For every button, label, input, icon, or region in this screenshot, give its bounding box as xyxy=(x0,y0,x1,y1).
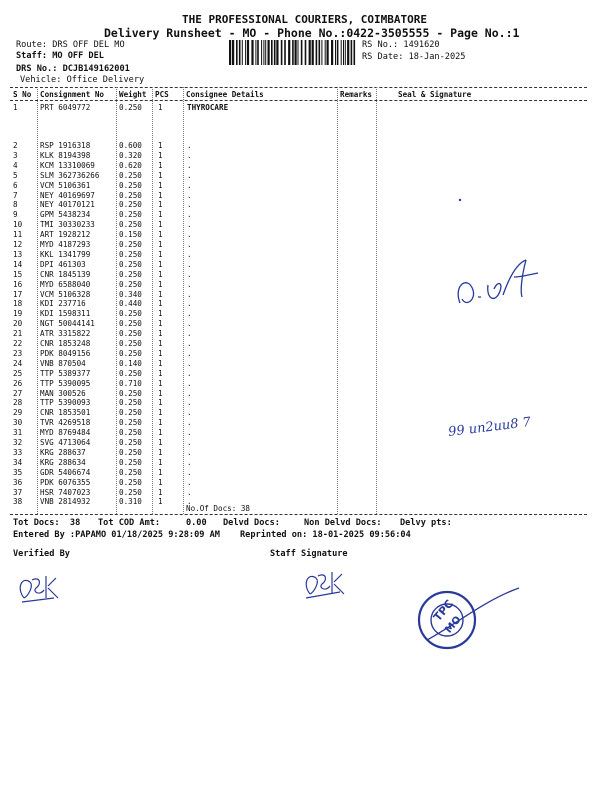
barcode-bar xyxy=(281,40,283,65)
cell-consignee: . xyxy=(187,467,192,477)
cell-pcs: 1 xyxy=(158,457,163,467)
cell-cons: MYD 4187293 xyxy=(40,240,91,249)
col-header-seal: Seal & Signature xyxy=(398,90,472,99)
cell-cons: SVG 4713064 xyxy=(40,438,91,447)
cell-wt: 0.620 xyxy=(119,160,142,170)
barcode-bar xyxy=(265,40,266,65)
cell-sno: 12 xyxy=(13,240,23,249)
cell-wt: 0.710 xyxy=(119,378,142,388)
cell-cons: CNR 1853501 xyxy=(40,408,91,418)
cell-wt: 0.250 xyxy=(119,240,142,249)
ink-dot xyxy=(454,194,466,206)
cell-consignee: . xyxy=(187,220,192,230)
cell-consignee: . xyxy=(187,477,192,487)
col-sep xyxy=(37,87,38,514)
col-header-sno: S No xyxy=(13,90,32,99)
cell-sno: 8 xyxy=(13,200,18,210)
cell-consignee: . xyxy=(187,289,192,299)
cell-wt: 0.250 xyxy=(119,418,142,428)
verified-by-label: Verified By xyxy=(13,549,70,559)
cell-consignee: . xyxy=(187,299,192,309)
cell-consignee: . xyxy=(187,339,192,348)
barcode-bar xyxy=(335,40,336,65)
barcode-bar xyxy=(354,40,356,65)
cell-sno: 37 xyxy=(13,487,23,497)
no-of-docs: No.Of Docs: 38 xyxy=(186,504,251,513)
barcode-bar xyxy=(255,40,256,65)
col-header-weight: Weight xyxy=(119,90,147,99)
col-sep xyxy=(337,87,338,514)
handwritten-signature xyxy=(448,255,548,315)
cell-wt: 0.250 xyxy=(119,329,142,339)
drs-number: DRS No.: DCJB149162001 xyxy=(16,64,130,74)
col-header-consignee: Consignee Details xyxy=(186,90,264,99)
cell-pcs: 1 xyxy=(158,259,163,269)
barcode-bar xyxy=(295,40,297,65)
cell-pcs: 1 xyxy=(158,190,163,200)
cell-wt: 0.250 xyxy=(119,103,142,112)
cell-wt: 0.250 xyxy=(119,220,142,230)
tot-docs: Tot Docs: 38 xyxy=(13,518,81,528)
cell-cons: KRG 288637 xyxy=(40,447,86,457)
barcode-bar xyxy=(284,40,286,65)
cell-pcs: 1 xyxy=(158,388,163,398)
cell-pcs: 1 xyxy=(158,368,163,378)
col-sep xyxy=(183,87,184,514)
barcode-bar xyxy=(325,40,326,65)
barcode xyxy=(229,40,357,65)
cell-consignee: . xyxy=(187,200,192,210)
barcode-bar xyxy=(242,40,243,65)
cell-cons: VNB 2814932 xyxy=(40,497,91,507)
cell-pcs: 1 xyxy=(158,378,163,388)
cell-wt: 0.250 xyxy=(119,269,142,279)
cell-cons: GPM 5438234 xyxy=(40,210,91,220)
svg-text:MO: MO xyxy=(443,614,464,636)
cell-sno: 5 xyxy=(13,170,18,180)
table-header-rule xyxy=(10,100,587,101)
cell-wt: 0.250 xyxy=(119,339,142,348)
cell-sno: 13 xyxy=(13,249,23,259)
cell-cons: PRT 6049772 xyxy=(40,103,91,112)
cell-sno: 24 xyxy=(13,358,23,368)
cell-cons: KRG 288634 xyxy=(40,457,86,467)
cell-consignee: . xyxy=(187,150,192,160)
cell-cons: KKL 1341799 xyxy=(40,249,91,259)
cell-consignee: . xyxy=(187,249,192,259)
runsheet-subtitle: Delivery Runsheet - MO - Phone No.:0422-3505555 - Page No.:1 xyxy=(104,26,520,40)
col-sep xyxy=(152,87,153,514)
cell-sno: 25 xyxy=(13,368,23,378)
cell-wt: 0.250 xyxy=(119,180,142,190)
barcode-bar xyxy=(305,40,307,65)
cell-pcs: 1 xyxy=(158,230,163,240)
cell-cons: TVR 4269518 xyxy=(40,418,91,428)
cell-wt: 0.250 xyxy=(119,438,142,447)
cell-pcs: 1 xyxy=(158,329,163,339)
cell-pcs: 1 xyxy=(158,269,163,279)
staff-label: Staff: MO OFF DEL xyxy=(16,51,104,61)
barcode-bar xyxy=(341,40,342,65)
cell-cons: KCM 13310069 xyxy=(40,160,95,170)
cell-pcs: 1 xyxy=(158,408,163,418)
cell-wt: 0.250 xyxy=(119,467,142,477)
cell-wt: 0.310 xyxy=(119,497,142,507)
rs-number: RS No.: 1491620 xyxy=(362,40,440,50)
cell-cons: MYD 6588040 xyxy=(40,279,91,289)
cell-wt: 0.250 xyxy=(119,200,142,210)
cell-sno: 28 xyxy=(13,398,23,408)
cell-pcs: 1 xyxy=(158,141,163,150)
cell-sno: 14 xyxy=(13,259,23,269)
cell-sno: 6 xyxy=(13,180,18,190)
cell-pcs: 1 xyxy=(158,438,163,447)
cell-consignee: . xyxy=(187,279,192,289)
cell-consignee: . xyxy=(187,408,192,418)
cell-consignee: . xyxy=(187,438,192,447)
barcode-bar xyxy=(337,40,339,65)
cell-cons: NGT 50044141 xyxy=(40,319,95,329)
cell-consignee: . xyxy=(187,141,192,150)
barcode-bar xyxy=(239,40,241,65)
barcode-bar xyxy=(331,40,333,65)
cell-sno: 26 xyxy=(13,378,23,388)
barcode-bar xyxy=(321,40,322,65)
cell-consignee: THYROCARE xyxy=(187,103,229,112)
entered-by: Entered By :PAPAMO 01/18/2025 9:28:09 AM xyxy=(13,530,220,540)
barcode-bar xyxy=(316,40,318,65)
cell-sno: 31 xyxy=(13,428,23,438)
cell-cons: HSR 7407023 xyxy=(40,487,91,497)
cell-pcs: 1 xyxy=(158,220,163,230)
barcode-bar xyxy=(292,40,294,65)
cell-wt: 0.340 xyxy=(119,289,142,299)
cell-sno: 23 xyxy=(13,348,23,358)
barcode-bar xyxy=(327,40,329,65)
cell-wt: 0.250 xyxy=(119,319,142,329)
cell-sno: 27 xyxy=(13,388,23,398)
barcode-bar xyxy=(257,40,259,65)
staff-signature-label: Staff Signature xyxy=(270,549,348,559)
cell-consignee: . xyxy=(187,269,192,279)
cell-pcs: 1 xyxy=(158,428,163,438)
cell-cons: MYD 8769484 xyxy=(40,428,91,438)
reprinted-on: Reprinted on: 18-01-2025 09:56:04 xyxy=(240,530,411,540)
non-delvd-docs: Non Delvd Docs: xyxy=(304,518,382,528)
cell-cons: DPI 461303 xyxy=(40,259,86,269)
tot-cod-amt: Tot COD Amt: 0.00 xyxy=(98,518,207,528)
cell-cons: NEY 40170121 xyxy=(40,200,95,210)
cell-consignee: . xyxy=(187,210,192,220)
cell-pcs: 1 xyxy=(158,160,163,170)
cell-consignee: . xyxy=(187,497,192,507)
vehicle-label: Vehicle: Office Delivery xyxy=(20,75,145,85)
barcode-bar xyxy=(229,40,231,65)
cell-pcs: 1 xyxy=(158,150,163,160)
cell-pcs: 1 xyxy=(158,249,163,259)
cell-sno: 32 xyxy=(13,438,23,447)
cell-wt: 0.250 xyxy=(119,279,142,289)
barcode-bar xyxy=(309,40,311,65)
cell-pcs: 1 xyxy=(158,497,163,507)
cell-cons: CNR 1853248 xyxy=(40,339,91,348)
cell-sno: 33 xyxy=(13,447,23,457)
cell-cons: SLM 362736266 xyxy=(40,170,100,180)
barcode-bar xyxy=(276,40,278,65)
barcode-bar xyxy=(312,40,314,65)
cell-consignee: . xyxy=(187,418,192,428)
cell-pcs: 1 xyxy=(158,447,163,457)
cell-wt: 0.250 xyxy=(119,487,142,497)
cell-pcs: 1 xyxy=(158,103,163,112)
cell-cons: KLK 8194398 xyxy=(40,150,91,160)
cell-wt: 0.250 xyxy=(119,170,142,180)
barcode-bar xyxy=(343,40,344,65)
cell-cons: GDR 5406674 xyxy=(40,467,91,477)
cell-consignee: . xyxy=(187,240,192,249)
cell-sno: 10 xyxy=(13,220,23,230)
table-top-rule xyxy=(10,87,587,88)
cell-pcs: 1 xyxy=(158,299,163,309)
cell-sno: 4 xyxy=(13,160,18,170)
cell-sno: 11 xyxy=(13,230,23,240)
cell-consignee: . xyxy=(187,378,192,388)
cell-pcs: 1 xyxy=(158,348,163,358)
barcode-bar xyxy=(263,40,264,65)
cell-cons: KDI 1598311 xyxy=(40,309,91,319)
cell-consignee: . xyxy=(187,398,192,408)
cell-sno: 19 xyxy=(13,309,23,319)
cell-wt: 0.250 xyxy=(119,457,142,467)
cell-cons: VCM 5106328 xyxy=(40,289,91,299)
cell-consignee: . xyxy=(187,319,192,329)
cell-pcs: 1 xyxy=(158,279,163,289)
col-sep xyxy=(376,87,377,514)
cell-sno: 18 xyxy=(13,299,23,309)
cell-pcs: 1 xyxy=(158,477,163,487)
col-header-pcs: PCS xyxy=(155,90,169,99)
cell-pcs: 1 xyxy=(158,398,163,408)
cell-consignee: . xyxy=(187,309,192,319)
cell-consignee: . xyxy=(187,348,192,358)
cell-consignee: . xyxy=(187,190,192,200)
cell-sno: 29 xyxy=(13,408,23,418)
cell-wt: 0.250 xyxy=(119,447,142,457)
cell-consignee: . xyxy=(187,170,192,180)
cell-wt: 0.250 xyxy=(119,309,142,319)
cell-wt: 0.150 xyxy=(119,230,142,240)
cell-wt: 0.250 xyxy=(119,259,142,269)
verified-signature xyxy=(14,568,60,608)
table-bottom-rule xyxy=(10,514,587,515)
cell-sno: 34 xyxy=(13,457,23,467)
col-header-consignment: Consignment No xyxy=(40,90,105,99)
courier-stamp xyxy=(415,570,535,660)
cell-sno: 35 xyxy=(13,467,23,477)
barcode-bar xyxy=(351,40,353,65)
cell-consignee: . xyxy=(187,358,192,368)
cell-wt: 0.250 xyxy=(119,348,142,358)
cell-consignee: . xyxy=(187,180,192,190)
barcode-bar xyxy=(268,40,270,65)
cell-cons: PDK 8049156 xyxy=(40,348,91,358)
cell-consignee: . xyxy=(187,447,192,457)
cell-sno: 16 xyxy=(13,279,23,289)
cell-sno: 17 xyxy=(13,289,23,299)
cell-consignee: . xyxy=(187,388,192,398)
cell-pcs: 1 xyxy=(158,358,163,368)
cell-cons: TMI 30330233 xyxy=(40,220,95,230)
cell-pcs: 1 xyxy=(158,170,163,180)
barcode-bar xyxy=(245,40,246,65)
cell-cons: KDI 237716 xyxy=(40,299,86,309)
cell-consignee: . xyxy=(187,487,192,497)
delvd-docs: Delvd Docs: xyxy=(223,518,280,528)
cell-consignee: . xyxy=(187,160,192,170)
cell-sno: 22 xyxy=(13,339,23,348)
cell-sno: 20 xyxy=(13,319,23,329)
barcode-bar xyxy=(319,40,321,65)
barcode-bar xyxy=(298,40,299,65)
cell-wt: 0.320 xyxy=(119,150,142,160)
barcode-bar xyxy=(301,40,303,65)
col-sep xyxy=(116,87,117,514)
cell-pcs: 1 xyxy=(158,309,163,319)
cell-wt: 0.250 xyxy=(119,210,142,220)
cell-pcs: 1 xyxy=(158,319,163,329)
cell-wt: 0.250 xyxy=(119,190,142,200)
cell-consignee: . xyxy=(187,329,192,339)
cell-pcs: 1 xyxy=(158,210,163,220)
cell-pcs: 1 xyxy=(158,467,163,477)
barcode-bar xyxy=(271,40,273,65)
cell-cons: TTP 5389377 xyxy=(40,368,91,378)
cell-wt: 0.250 xyxy=(119,249,142,259)
cell-cons: ATR 3315822 xyxy=(40,329,91,339)
barcode-bar xyxy=(347,40,349,65)
cell-wt: 0.250 xyxy=(119,408,142,418)
cell-cons: TTP 5390095 xyxy=(40,378,91,388)
handwritten-phone: 99 un2uu8 7 xyxy=(447,414,532,441)
staff-signature xyxy=(300,566,346,604)
cell-wt: 0.250 xyxy=(119,398,142,408)
barcode-bar xyxy=(288,40,290,65)
col-header-remarks: Remarks xyxy=(340,90,373,99)
cell-cons: PDK 6076355 xyxy=(40,477,91,487)
svg-text:TPC: TPC xyxy=(431,597,457,624)
cell-pcs: 1 xyxy=(158,339,163,348)
route-label: Route: DRS OFF DEL MO xyxy=(16,40,125,50)
company-title: THE PROFESSIONAL COURIERS, COIMBATORE xyxy=(182,13,428,26)
cell-wt: 0.250 xyxy=(119,388,142,398)
cell-wt: 0.140 xyxy=(119,358,142,368)
cell-cons: NEY 40169697 xyxy=(40,190,95,200)
cell-cons: CNR 1845139 xyxy=(40,269,91,279)
cell-sno: 2 xyxy=(13,141,18,150)
cell-sno: 7 xyxy=(13,190,18,200)
delvy-pts: Delvy pts: xyxy=(400,518,452,528)
cell-consignee: . xyxy=(187,457,192,467)
cell-sno: 15 xyxy=(13,269,23,279)
rs-date: RS Date: 18-Jan-2025 xyxy=(362,52,466,62)
cell-consignee: . xyxy=(187,230,192,240)
cell-pcs: 1 xyxy=(158,200,163,210)
cell-wt: 0.440 xyxy=(119,299,142,309)
cell-sno: 30 xyxy=(13,418,23,428)
cell-cons: TTP 5390093 xyxy=(40,398,91,408)
cell-wt: 0.250 xyxy=(119,428,142,438)
cell-wt: 0.600 xyxy=(119,141,142,150)
cell-consignee: . xyxy=(187,428,192,438)
cell-wt: 0.250 xyxy=(119,477,142,487)
cell-sno: 3 xyxy=(13,150,18,160)
cell-consignee: . xyxy=(187,368,192,378)
barcode-bar xyxy=(247,40,249,65)
cell-cons: VCM 5106361 xyxy=(40,180,91,190)
barcode-bar xyxy=(236,40,238,65)
cell-sno: 36 xyxy=(13,477,23,487)
cell-pcs: 1 xyxy=(158,240,163,249)
cell-cons: MAN 300526 xyxy=(40,388,86,398)
barcode-bar xyxy=(274,40,276,65)
barcode-bar xyxy=(232,40,234,65)
cell-sno: 9 xyxy=(13,210,18,220)
cell-wt: 0.250 xyxy=(119,368,142,378)
barcode-bar xyxy=(345,40,346,65)
cell-cons: RSP 1916318 xyxy=(40,141,91,150)
barcode-bar xyxy=(251,40,253,65)
barcode-bar xyxy=(261,40,262,65)
cell-pcs: 1 xyxy=(158,180,163,190)
cell-cons: ART 1928212 xyxy=(40,230,91,240)
cell-cons: VNB 870504 xyxy=(40,358,86,368)
cell-pcs: 1 xyxy=(158,418,163,428)
cell-pcs: 1 xyxy=(158,289,163,299)
cell-sno: 38 xyxy=(13,497,23,507)
cell-sno: 21 xyxy=(13,329,23,339)
cell-sno: 1 xyxy=(13,103,18,112)
cell-pcs: 1 xyxy=(158,487,163,497)
cell-consignee: . xyxy=(187,259,192,269)
